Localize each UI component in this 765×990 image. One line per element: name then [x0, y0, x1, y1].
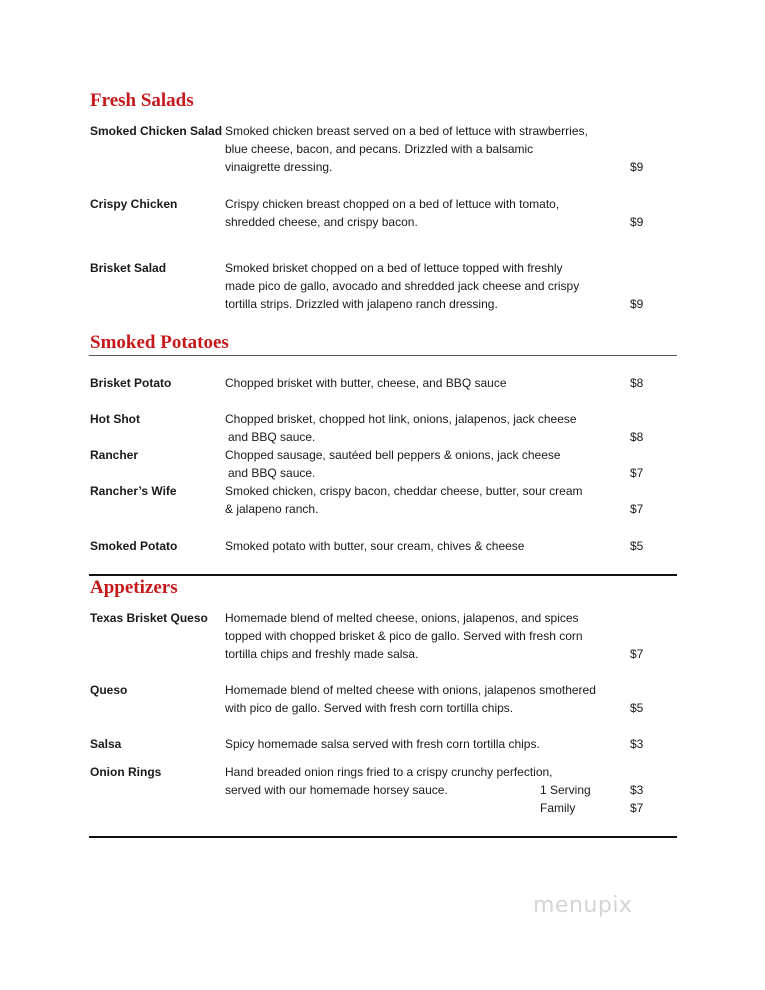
item-name: Rancher [90, 448, 139, 462]
item-price: $7 [630, 502, 644, 516]
section-divider [89, 355, 677, 356]
bottom-divider [89, 836, 677, 838]
item-price: $7 [630, 466, 644, 480]
section-divider [89, 574, 677, 576]
item-description: Crispy chicken breast chopped on a bed of lettuce with tomato, shredded cheese, and crispy bacon. [225, 197, 560, 229]
item-name: Salsa [90, 737, 122, 751]
item-price: $5 [630, 539, 644, 553]
section-title-appetizers: Appetizers [90, 577, 178, 598]
item-description: Homemade blend of melted cheese, onions, jalapenos, and spices topped with chopped brisket & pico de gallo. Served with fresh corn tortilla chips and freshly made salsa. [225, 611, 583, 661]
item-description: Spicy homemade salsa served with fresh corn tortilla chips. [225, 737, 540, 751]
item-name: Smoked Chicken Salad [90, 124, 223, 138]
item-price: $5 [630, 701, 644, 715]
option-label-family: Family [540, 801, 576, 815]
item-description: Chopped brisket, chopped hot link, onions, jalapenos, jack cheese and BBQ sauce. [225, 412, 577, 444]
item-description: Smoked chicken breast served on a bed of lettuce with strawberries, blue cheese, bacon, and pecans. Drizzled with a balsamic vinaigrette dressing. [225, 124, 588, 174]
option-price-family: $7 [630, 801, 644, 815]
item-name: Brisket Potato [90, 376, 172, 390]
item-description: Smoked potato with butter, sour cream, chives & cheese [225, 539, 525, 553]
item-name: Brisket Salad [90, 261, 167, 275]
section-title-fresh-salads: Fresh Salads [90, 90, 194, 111]
item-description: Chopped sausage, sautéed bell peppers & onions, jack cheese and BBQ sauce. [225, 448, 561, 480]
item-name: Texas Brisket Queso [90, 611, 208, 625]
item-name: Crispy Chicken [90, 197, 178, 211]
watermark-logo: menupix [533, 893, 633, 918]
item-name: Smoked Potato [90, 539, 178, 553]
option-price-1-serving: $3 [630, 783, 644, 797]
item-name: Hot Shot [90, 412, 140, 426]
section-title-smoked-potatoes: Smoked Potatoes [90, 332, 229, 353]
item-name: Onion Rings [90, 765, 162, 779]
item-description: Smoked brisket chopped on a bed of lettuce topped with freshly made pico de gallo, avocado and shredded jack cheese and crispy tortilla strips. Drizzled with jalapeno ranch dressing. [225, 261, 580, 311]
item-price: $9 [630, 297, 644, 311]
item-price: $3 [630, 737, 644, 751]
item-description: Homemade blend of melted cheese with onions, jalapenos smothered with pico de gallo. Served with fresh corn tortilla chips. [225, 683, 596, 715]
item-name: Queso [90, 683, 128, 697]
item-price: $9 [630, 160, 644, 174]
item-price: $9 [630, 215, 644, 229]
item-price: $8 [630, 430, 644, 444]
item-description: Smoked chicken, crispy bacon, cheddar cheese, butter, sour cream & jalapeno ranch. [225, 484, 583, 516]
item-description: Chopped brisket with butter, cheese, and BBQ sauce [225, 376, 507, 390]
item-price: $8 [630, 376, 644, 390]
item-description: Hand breaded onion rings fried to a crispy crunchy perfection, served with our homemade horsey sauce. [225, 765, 553, 797]
option-label-1-serving: 1 Serving [540, 783, 591, 797]
item-name: Rancher’s Wife [90, 484, 177, 498]
item-price: $7 [630, 647, 644, 661]
